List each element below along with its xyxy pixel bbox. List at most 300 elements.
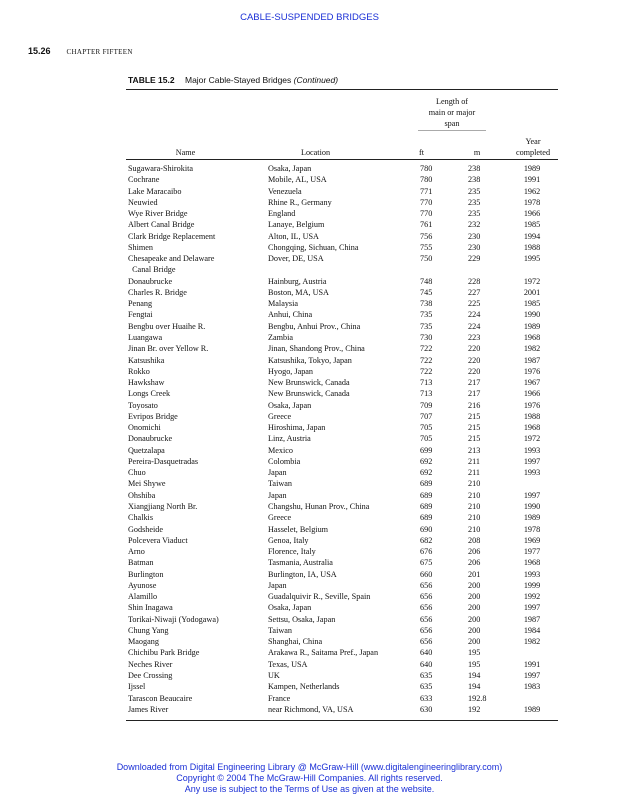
cell-location: Alton, IL, USA [268,231,319,241]
cell-location: Mobile, AL, USA [268,175,327,185]
table-bottom-rule [126,720,558,721]
cell-ft: 640 [420,648,433,658]
cell-m: 232 [468,220,481,230]
cell-year: 1982 [523,637,541,647]
cell-year: 1990 [523,501,541,511]
cell-m: 227 [468,287,481,297]
cell-name: Sugawara-Shirokita [128,164,194,173]
cell-name: Evripos Bridge [128,411,178,421]
table-row [0,298,619,309]
cell-ft: 656 [420,637,433,647]
table-row [0,625,619,636]
cell-location: Bengbu, Anhui Prov., China [268,321,361,331]
cell-ft: 656 [420,614,433,624]
cell-year: 1992 [523,592,541,602]
cell-year: 1991 [523,175,541,185]
cell-location: Arakawa R., Saitama Pref., Japan [268,648,379,658]
cell-m: 235 [468,186,481,196]
cell-name: Wye River Bridge [128,209,188,219]
table-row [0,231,619,242]
cell-m: 235 [468,209,481,219]
cell-name: Chichibu Park Bridge [128,648,200,658]
cell-m: 210 [468,490,481,500]
cell-m: 215 [468,434,481,444]
cell-name: Torikai-Niwaji (Yodogawa) [128,614,219,624]
cell-year: 1962 [523,186,541,196]
cell-ft: 689 [420,479,433,489]
cell-ft: 713 [420,389,433,399]
header-length-line3: span [444,119,460,128]
cell-location: Osaka, Japan [268,400,312,410]
table-row [0,321,619,332]
cell-name: James River [128,704,169,714]
header-location: Location [300,148,331,157]
cell-year: 1972 [523,434,541,444]
page-header [28,46,133,56]
cell-location: Greece [268,411,292,421]
table-title: Major Cable-Stayed Bridges [184,75,292,85]
cell-location: Genoa, Italy [268,535,309,545]
table-row [0,681,619,692]
cell-name: Batman [128,558,154,568]
cell-m: 210 [468,501,481,511]
cell-location: Settsu, Osaka, Japan [268,614,336,624]
cell-ft: 656 [420,580,433,590]
cell-location: Japan [268,580,287,590]
cell-name: Quetzalapa [128,445,165,455]
cell-location: Boston, MA, USA [268,287,329,297]
cell-ft: 735 [420,321,433,331]
cell-m: 210 [468,524,481,534]
cell-ft: 705 [420,434,433,444]
cell-name: Arno [128,547,145,557]
table-row [0,501,619,512]
cell-year: 1968 [523,333,541,342]
cell-name: Xiangjiang North Br. [128,501,198,511]
cell-location: Dover, DE, USA [268,254,324,264]
cell-year: 1978 [523,197,541,207]
cell-year: 1989 [523,164,541,173]
page-number: 15.26 [28,46,51,56]
cell-name: Shin Inagawa [128,603,173,613]
cell-location: Greece [268,513,292,523]
table-row [0,422,619,433]
cell-year: 1966 [523,209,541,219]
cell-name: Penang [128,299,153,309]
footer-copyright: Copyright © 2004 The McGraw-Hill Companies. All rights reserved. [176,773,443,783]
header-bottom-rule [126,159,558,160]
header-year [508,136,558,158]
cell-ft: 692 [420,456,433,466]
header-length-line2: main or major [428,108,476,117]
cell-ft: 780 [420,175,433,185]
table-row [0,478,619,489]
cell-m: 206 [468,558,481,568]
cell-year: 1997 [523,456,541,466]
cell-name: Charles R. Bridge [128,287,187,297]
table-row [0,659,619,670]
cell-year: 2001 [523,287,541,297]
cell-ft: 635 [420,670,433,680]
cell-ft: 690 [420,524,433,534]
table-row [0,208,619,219]
cell-m: 210 [468,513,481,523]
running-banner[interactable]: CABLE-SUSPENDED BRIDGES [240,12,379,23]
table-row [0,355,619,366]
cell-year: 1972 [523,276,541,286]
cell-m: 220 [468,355,481,365]
cell-year: 1968 [523,558,541,568]
cell-m: 200 [468,637,481,647]
cell-ft: 699 [420,445,433,455]
table-body [0,163,619,715]
cell-m: 200 [468,614,481,624]
cell-ft: 738 [420,299,433,309]
cell-location: Texas, USA [268,659,308,669]
table-row [0,197,619,208]
cell-ft: 750 [420,254,433,264]
cell-m: 200 [468,625,481,635]
table-row [0,490,619,501]
chapter-label: CHAPTER FIFTEEN [66,48,133,56]
cell-name: Ayunose [128,580,157,590]
cell-location: Kampen, Netherlands [268,682,340,692]
cell-m: 230 [468,242,481,252]
cell-ft: 705 [420,423,433,433]
cell-m: 215 [468,411,481,421]
cell-location: Hiroshima, Japan [268,423,326,433]
cell-m: 200 [468,592,481,602]
cell-year: 1976 [523,366,541,376]
table-row [0,546,619,557]
cell-location: Lanaye, Belgium [268,220,325,230]
cell-location: Osaka, Japan [268,603,312,613]
cell-name: Ijssel [128,682,146,692]
cell-name: Hawkshaw [128,378,165,388]
cell-ft: 656 [420,592,433,602]
table-row [0,433,619,444]
cell-name: Burlington [128,569,164,579]
cell-name: Godsheide [128,524,164,534]
cell-name: Toyosato [128,400,158,410]
cell-m: 211 [468,468,480,478]
cell-m: 220 [468,344,481,354]
table-row [0,614,619,625]
cell-ft: 709 [420,400,433,410]
cell-location: Japan [268,490,287,500]
table-caption [128,75,338,85]
table-row [0,591,619,602]
table-row [0,445,619,456]
cell-location: UK [268,670,280,680]
table-row [0,411,619,422]
cell-location: France [268,693,291,703]
cell-year: 1984 [523,625,541,635]
cell-name: Maogang [128,637,159,647]
cell-name: Mei Shywe [128,479,166,489]
cell-name: Bengbu over Huaihe R. [128,321,206,331]
cell-location: Malaysia [268,299,299,309]
cell-name: Katsushika [128,355,165,365]
cell-year: 1997 [523,670,541,680]
cell-name: Donaubrucke [128,276,173,286]
cell-m: 213 [468,445,481,455]
cell-ft: 692 [420,468,433,478]
cell-location: Chongqing, Sichuan, China [268,242,359,252]
cell-year: 1997 [523,490,541,500]
cell-m: 200 [468,580,481,590]
cell-m: 200 [468,603,481,613]
cell-year: 1967 [523,378,541,388]
cell-ft: 656 [420,625,433,635]
cell-ft: 722 [420,355,433,365]
cell-m: 224 [468,321,481,331]
cell-year: 1969 [523,535,541,545]
cell-name: Pereira-Dasquetradas [128,456,199,466]
cell-m: 223 [468,333,481,342]
cell-location: Tasmania, Australia [268,558,333,568]
table-row [0,377,619,388]
table-row [0,343,619,354]
cell-location: Katsushika, Tokyo, Japan [268,355,352,365]
cell-m: 195 [468,659,481,669]
header-length [418,96,486,129]
cell-year: 1985 [523,299,541,309]
cell-name: Onomichi [128,423,161,433]
cell-m: 192 [468,704,481,714]
table-row [0,388,619,399]
cell-m: 224 [468,310,481,320]
cell-ft: 722 [420,344,433,354]
cell-location: Shanghai, China [268,637,323,647]
table-row [0,253,619,276]
cell-name: Chung Yang [128,625,169,635]
cell-location: Venezuela [268,186,302,196]
table-row [0,704,619,715]
cell-m: 217 [468,378,481,388]
cell-ft: 735 [420,310,433,320]
cell-m: 210 [468,479,481,489]
cell-name: Polcevera Viaduct [128,535,188,545]
cell-name: Neuwied [128,197,158,207]
cell-year: 1987 [523,614,541,624]
cell-m: 208 [468,535,481,545]
header-name: Name [175,148,196,157]
cell-ft: 745 [420,287,433,297]
cell-ft: 689 [420,501,433,511]
header-span-rule [418,130,486,131]
cell-name: Alamillo [128,592,158,602]
cell-ft: 780 [420,164,433,173]
cell-name: Neches River [128,659,173,669]
cell-name: Lake Maracaibo [128,186,182,196]
cell-m: 238 [468,164,481,173]
header-length-line1: Length of [435,97,469,106]
cell-ft: 756 [420,231,433,241]
cell-name: Albert Canal Bridge [128,220,195,230]
table-label: TABLE 15.2 [128,75,175,85]
table-row [0,400,619,411]
cell-ft: 770 [420,209,433,219]
cell-year: 1968 [523,423,541,433]
cell-year: 1989 [523,704,541,714]
cell-year: 1988 [523,242,541,252]
cell-year: 1966 [523,389,541,399]
cell-name: Jinan Br. over Yellow R. [128,344,209,354]
table-row [0,163,619,174]
table-row [0,287,619,298]
table-row [0,580,619,591]
table-row [0,636,619,647]
table-row [0,512,619,523]
cell-m: 216 [468,400,481,410]
cell-m: 211 [468,456,480,466]
cell-year: 1977 [523,547,541,557]
cell-ft: 689 [420,513,433,523]
cell-m: 217 [468,389,481,399]
cell-year: 1988 [523,411,541,421]
cell-ft: 675 [420,558,433,568]
table-row [0,467,619,478]
cell-ft: 633 [420,693,433,703]
cell-ft: 761 [420,220,433,230]
cell-name: Donaubrucke [128,434,173,444]
cell-ft: 689 [420,490,433,500]
cell-m: 201 [468,569,481,579]
cell-m: 238 [468,175,481,185]
table-row [0,535,619,546]
table-row [0,456,619,467]
cell-name: Ohshiba [128,490,156,500]
cell-year: 1983 [523,682,541,692]
cell-name: Clark Bridge Replacement [128,231,216,241]
cell-m: 206 [468,547,481,557]
cell-year: 1993 [523,468,541,478]
cell-year: 1985 [523,220,541,230]
cell-ft: 707 [420,411,433,421]
cell-ft: 771 [420,186,433,196]
cell-ft: 676 [420,547,433,557]
header-ft: ft [419,148,425,157]
table-row [0,186,619,197]
cell-m: 195 [468,648,481,658]
cell-ft: 635 [420,682,433,692]
table-row [0,174,619,185]
table-row [0,332,619,343]
table-row [0,557,619,568]
table-continued: (Continued) [293,75,339,85]
cell-location: Changshu, Hunan Prov., China [268,501,370,511]
table-row [0,276,619,287]
footer-terms-link[interactable]: Any use is subject to the Terms of Use as given at the website. [184,784,435,794]
cell-location: Mexico [268,445,294,455]
header-year-line2: completed [515,148,551,157]
cell-name: Chuo [128,468,146,478]
cell-name: Tarascon Beaucaire [128,693,193,703]
cell-year: 1987 [523,355,541,365]
table-row [0,524,619,535]
cell-location: Hyogo, Japan [268,366,314,376]
cell-ft: 722 [420,366,433,376]
table-row [0,309,619,320]
cell-m: 215 [468,423,481,433]
cell-year: 1982 [523,344,541,354]
footer-download-link[interactable]: Downloaded from Digital Engineering Library @ McGraw-Hill (www.digitalengineeringlibrary.com) [116,762,503,772]
cell-ft: 660 [420,569,433,579]
header-year-line1: Year [525,137,541,146]
cell-location: Linz, Austria [268,434,311,444]
cell-year: 1991 [523,659,541,669]
cell-m: 235 [468,197,481,207]
cell-location: Taiwan [268,479,292,489]
cell-name: Cochrane [128,175,160,185]
cell-year: 1978 [523,524,541,534]
cell-location: Hasselet, Belgium [268,524,329,534]
cell-year: 1993 [523,569,541,579]
cell-year: 1976 [523,400,541,410]
table-row [0,242,619,253]
cell-m: 225 [468,299,481,309]
cell-year: 1999 [523,580,541,590]
cell-location: Taiwan [268,625,292,635]
cell-location: Zambia [268,333,294,342]
table-row [0,670,619,681]
cell-m: 194 [468,670,481,680]
cell-location: New Brunswick, Canada [268,389,350,399]
table-row [0,647,619,658]
cell-ft: 630 [420,704,433,714]
cell-location: Osaka, Japan [268,164,312,173]
cell-location: Jinan, Shandong Prov., China [268,344,365,354]
table-row [0,219,619,230]
cell-location: Hainburg, Austria [268,276,327,286]
cell-ft: 755 [420,242,433,252]
cell-m: 228 [468,276,481,286]
cell-location: Colombia [268,456,301,466]
header-m: m [473,148,481,157]
cell-year: 1989 [523,321,541,331]
cell-ft: 640 [420,659,433,669]
cell-name: Chesapeake and Delaware Canal Bridge [128,254,215,275]
cell-ft: 770 [420,197,433,207]
cell-name: Chalkis [128,513,154,523]
cell-ft: 682 [420,535,433,545]
cell-location: Florence, Italy [268,547,316,557]
cell-ft: 656 [420,603,433,613]
cell-name: Rokko [128,366,150,376]
cell-location: Anhui, China [268,310,313,320]
cell-location: England [268,209,296,219]
cell-name: Fengtai [128,310,153,320]
cell-m: 220 [468,366,481,376]
cell-name: Longs Creek [128,389,171,399]
table-row [0,602,619,613]
cell-location: New Brunswick, Canada [268,378,350,388]
table-row [0,569,619,580]
footer-notice [0,762,619,795]
cell-name: Dee Crossing [128,670,173,680]
cell-year: 1989 [523,513,541,523]
cell-location: near Richmond, VA, USA [268,704,354,714]
table-row [0,693,619,704]
cell-name: Luangawa [128,333,163,342]
cell-location: Burlington, IA, USA [268,569,337,579]
table-row [0,366,619,377]
cell-m: 230 [468,231,481,241]
cell-ft: 713 [420,378,433,388]
cell-m: 194 [468,682,481,692]
cell-ft: 730 [420,333,433,342]
